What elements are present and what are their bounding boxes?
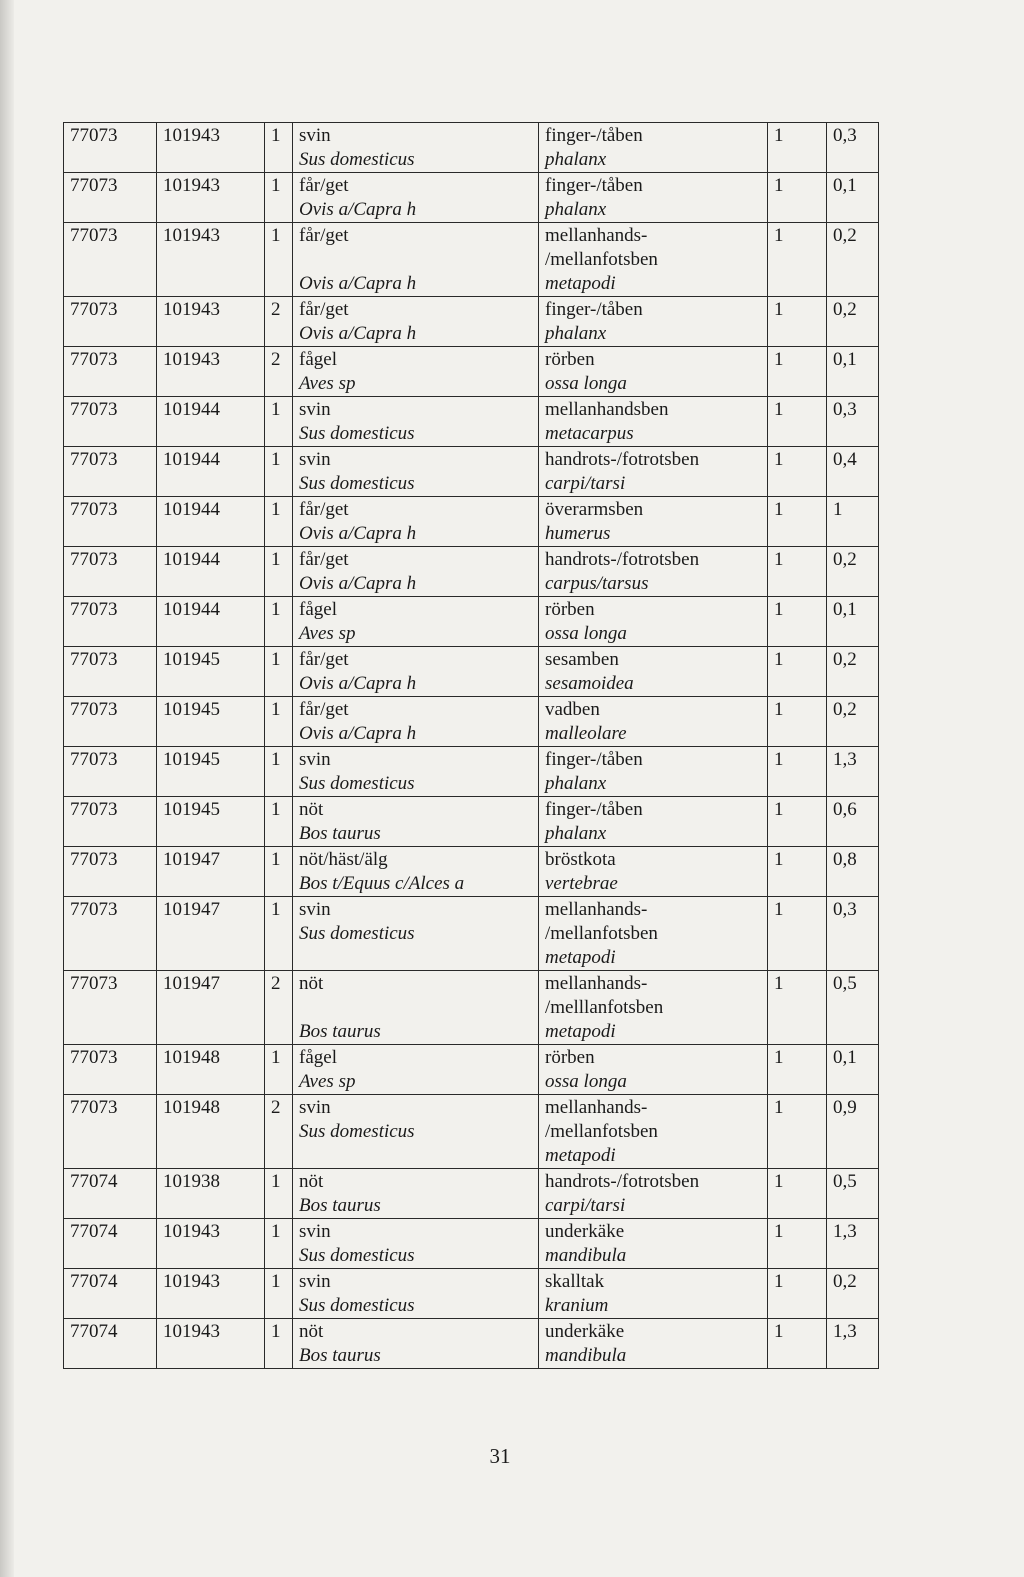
cell-species-latin: Aves sp xyxy=(299,1071,356,1092)
cell-species-swedish: svin xyxy=(299,449,331,470)
cell-bone-swedish: finger-/tåben xyxy=(545,299,643,320)
cell-weight: 1 xyxy=(827,497,879,547)
cell-context-number: 77073 xyxy=(64,123,157,173)
cell-context-number: 77074 xyxy=(64,1319,157,1369)
cell-species-latin: Ovis a/Capra h xyxy=(299,723,417,744)
cell-bone-swedish: skalltak xyxy=(545,1271,605,1292)
cell-species xyxy=(293,647,539,697)
cell-bone-swedish: underkäke xyxy=(545,1321,625,1342)
cell-bone-latin: kranium xyxy=(545,1295,609,1316)
cell-weight: 0,1 xyxy=(827,347,879,397)
cell-find-number: 101944 xyxy=(157,397,265,447)
cell-species-latin: Ovis a/Capra h xyxy=(299,323,417,344)
cell-find-number: 101943 xyxy=(157,223,265,297)
cell-bone-latin: phalanx xyxy=(545,149,607,170)
table-row xyxy=(64,647,879,697)
cell-species-swedish: får/get xyxy=(299,549,349,570)
cell-quantity: 1 xyxy=(768,223,827,297)
cell-bone-swedish: finger-/tåben xyxy=(545,175,643,196)
cell-count: 2 xyxy=(265,347,293,397)
cell-species xyxy=(293,1319,539,1369)
cell-quantity: 1 xyxy=(768,397,827,447)
cell-bone-latin: carpi/tarsi xyxy=(545,473,626,494)
cell-find-number: 101943 xyxy=(157,297,265,347)
cell-bone-latin: metapodi xyxy=(545,1021,616,1042)
cell-bone xyxy=(539,223,768,297)
cell-bone xyxy=(539,797,768,847)
cell-context-number: 77073 xyxy=(64,1045,157,1095)
cell-bone-swedish: överarmsben xyxy=(545,499,644,520)
cell-species-swedish: svin xyxy=(299,125,331,146)
bone-finds-table xyxy=(63,122,879,1369)
cell-species xyxy=(293,223,539,297)
cell-weight: 0,5 xyxy=(827,1169,879,1219)
cell-species xyxy=(293,1045,539,1095)
cell-species-swedish: får/get xyxy=(299,299,349,320)
cell-bone xyxy=(539,1045,768,1095)
table-row xyxy=(64,1095,879,1169)
cell-context-number: 77073 xyxy=(64,223,157,297)
cell-bone-swedish: finger-/tåben xyxy=(545,749,643,770)
cell-species xyxy=(293,847,539,897)
cell-bone-latin: metapodi xyxy=(545,1145,616,1166)
cell-bone-latin: metapodi xyxy=(545,947,616,968)
cell-bone-swedish: mellanhands- xyxy=(545,1097,648,1118)
cell-species xyxy=(293,497,539,547)
cell-quantity: 1 xyxy=(768,1269,827,1319)
cell-find-number: 101944 xyxy=(157,597,265,647)
cell-bone xyxy=(539,123,768,173)
cell-bone-latin: carpus/tarsus xyxy=(545,573,649,594)
cell-weight: 0,1 xyxy=(827,597,879,647)
cell-species xyxy=(293,597,539,647)
cell-weight: 0,1 xyxy=(827,173,879,223)
cell-species-latin: Bos taurus xyxy=(299,1195,381,1216)
cell-species-latin: Ovis a/Capra h xyxy=(299,573,417,594)
cell-bone xyxy=(539,971,768,1045)
cell-find-number: 101945 xyxy=(157,697,265,747)
cell-find-number: 101944 xyxy=(157,447,265,497)
cell-bone xyxy=(539,1169,768,1219)
cell-bone-swedish: vadben xyxy=(545,699,600,720)
cell-species xyxy=(293,347,539,397)
cell-species-latin: Sus domesticus xyxy=(299,1121,415,1142)
cell-find-number: 101948 xyxy=(157,1045,265,1095)
cell-species-swedish: nöt xyxy=(299,1321,324,1342)
cell-bone xyxy=(539,347,768,397)
cell-weight: 0,3 xyxy=(827,123,879,173)
cell-context-number: 77073 xyxy=(64,497,157,547)
cell-bone-swedish: /mellanfotsben xyxy=(545,1121,658,1142)
cell-quantity: 1 xyxy=(768,897,827,971)
cell-bone xyxy=(539,397,768,447)
cell-context-number: 77073 xyxy=(64,597,157,647)
cell-bone xyxy=(539,547,768,597)
cell-bone-latin: mandibula xyxy=(545,1345,627,1366)
cell-find-number: 101943 xyxy=(157,347,265,397)
cell-species-swedish: svin xyxy=(299,749,331,770)
cell-count: 1 xyxy=(265,447,293,497)
cell-context-number: 77073 xyxy=(64,797,157,847)
cell-species-swedish xyxy=(299,996,532,1020)
table-row xyxy=(64,697,879,747)
cell-species-swedish: svin xyxy=(299,899,331,920)
cell-bone-swedish: /melllanfotsben xyxy=(545,997,664,1018)
table-row xyxy=(64,747,879,797)
cell-count: 1 xyxy=(265,547,293,597)
table-row xyxy=(64,123,879,173)
cell-context-number: 77073 xyxy=(64,347,157,397)
cell-count: 1 xyxy=(265,1219,293,1269)
cell-context-number: 77074 xyxy=(64,1219,157,1269)
cell-find-number: 101948 xyxy=(157,1095,265,1169)
cell-bone xyxy=(539,647,768,697)
cell-count: 1 xyxy=(265,647,293,697)
cell-species-swedish: svin xyxy=(299,399,331,420)
cell-bone xyxy=(539,297,768,347)
table-row xyxy=(64,1269,879,1319)
cell-count: 1 xyxy=(265,747,293,797)
cell-find-number: 101945 xyxy=(157,797,265,847)
cell-weight: 0,9 xyxy=(827,1095,879,1169)
cell-weight: 1,3 xyxy=(827,1219,879,1269)
cell-bone-swedish: mellanhands- xyxy=(545,973,648,994)
cell-species-swedish: nöt xyxy=(299,799,324,820)
cell-quantity: 1 xyxy=(768,1169,827,1219)
cell-bone-latin: vertebrae xyxy=(545,873,618,894)
cell-count: 1 xyxy=(265,497,293,547)
cell-bone xyxy=(539,497,768,547)
cell-bone-swedish: mellanhands- xyxy=(545,899,648,920)
cell-species-latin: Ovis a/Capra h xyxy=(299,199,417,220)
cell-quantity: 1 xyxy=(768,173,827,223)
cell-species-swedish: får/get xyxy=(299,225,349,246)
cell-bone-swedish: rörben xyxy=(545,349,595,370)
table-row xyxy=(64,847,879,897)
cell-count: 2 xyxy=(265,1095,293,1169)
cell-count: 1 xyxy=(265,1045,293,1095)
cell-quantity: 1 xyxy=(768,1319,827,1369)
cell-bone-latin: phalanx xyxy=(545,323,607,344)
cell-find-number: 101944 xyxy=(157,547,265,597)
cell-quantity: 1 xyxy=(768,447,827,497)
cell-bone-latin: phalanx xyxy=(545,199,607,220)
table-row xyxy=(64,597,879,647)
cell-species xyxy=(293,547,539,597)
cell-count: 1 xyxy=(265,223,293,297)
cell-bone-latin: ossa longa xyxy=(545,373,627,394)
cell-bone xyxy=(539,697,768,747)
cell-weight: 0,3 xyxy=(827,397,879,447)
cell-species xyxy=(293,747,539,797)
cell-bone xyxy=(539,173,768,223)
cell-count: 1 xyxy=(265,597,293,647)
cell-species-latin: Ovis a/Capra h xyxy=(299,273,417,294)
cell-context-number: 77073 xyxy=(64,547,157,597)
cell-species-latin: Bos taurus xyxy=(299,823,381,844)
cell-bone-latin: carpi/tarsi xyxy=(545,1195,626,1216)
cell-quantity: 1 xyxy=(768,1219,827,1269)
cell-bone-swedish: rörben xyxy=(545,1047,595,1068)
cell-bone xyxy=(539,1219,768,1269)
cell-species-swedish: fågel xyxy=(299,349,337,370)
table-body xyxy=(64,123,879,1369)
cell-bone-latin: malleolare xyxy=(545,723,627,744)
cell-bone xyxy=(539,847,768,897)
cell-bone-swedish: mellanhands- xyxy=(545,225,648,246)
cell-species xyxy=(293,897,539,971)
cell-find-number: 101938 xyxy=(157,1169,265,1219)
cell-count: 1 xyxy=(265,897,293,971)
cell-species xyxy=(293,447,539,497)
cell-species xyxy=(293,1269,539,1319)
cell-context-number: 77073 xyxy=(64,747,157,797)
cell-bone-swedish: rörben xyxy=(545,599,595,620)
cell-quantity: 1 xyxy=(768,697,827,747)
cell-bone-latin: metacarpus xyxy=(545,423,634,444)
table-row xyxy=(64,547,879,597)
page-binding-shadow xyxy=(0,0,14,1577)
cell-species xyxy=(293,797,539,847)
cell-quantity: 1 xyxy=(768,797,827,847)
page-number: 31 xyxy=(489,1444,511,1468)
cell-species xyxy=(293,173,539,223)
cell-species xyxy=(293,123,539,173)
cell-find-number: 101944 xyxy=(157,497,265,547)
cell-bone-swedish: handrots-/fotrotsben xyxy=(545,549,700,570)
cell-quantity: 1 xyxy=(768,1045,827,1095)
cell-weight: 0,2 xyxy=(827,297,879,347)
cell-context-number: 77074 xyxy=(64,1269,157,1319)
cell-bone-latin: phalanx xyxy=(545,773,607,794)
cell-weight: 0,2 xyxy=(827,547,879,597)
cell-bone-latin: humerus xyxy=(545,523,611,544)
cell-weight: 1,3 xyxy=(827,1319,879,1369)
cell-context-number: 77073 xyxy=(64,697,157,747)
cell-bone-swedish: finger-/tåben xyxy=(545,125,643,146)
cell-find-number: 101943 xyxy=(157,1269,265,1319)
cell-species-latin: Bos t/Equus c/Alces a xyxy=(299,873,465,894)
table-row xyxy=(64,347,879,397)
cell-species-latin: Sus domesticus xyxy=(299,1245,415,1266)
cell-species-swedish: fågel xyxy=(299,599,337,620)
cell-species-swedish: fågel xyxy=(299,1047,337,1068)
cell-find-number: 101947 xyxy=(157,847,265,897)
table-row xyxy=(64,897,879,971)
cell-weight: 0,4 xyxy=(827,447,879,497)
cell-bone-latin: sesamoidea xyxy=(545,673,634,694)
table-row xyxy=(64,1219,879,1269)
cell-bone-swedish: finger-/tåben xyxy=(545,799,643,820)
cell-species xyxy=(293,397,539,447)
cell-species xyxy=(293,971,539,1045)
table-row xyxy=(64,447,879,497)
cell-species-swedish: svin xyxy=(299,1097,331,1118)
cell-species xyxy=(293,1219,539,1269)
cell-bone-latin: phalanx xyxy=(545,823,607,844)
cell-quantity: 1 xyxy=(768,747,827,797)
cell-species-latin: Ovis a/Capra h xyxy=(299,673,417,694)
cell-bone-latin: ossa longa xyxy=(545,1071,627,1092)
cell-quantity: 1 xyxy=(768,1095,827,1169)
cell-count: 1 xyxy=(265,797,293,847)
cell-count: 2 xyxy=(265,971,293,1045)
cell-bone xyxy=(539,597,768,647)
cell-species-swedish: får/get xyxy=(299,649,349,670)
cell-quantity: 1 xyxy=(768,597,827,647)
table-row xyxy=(64,797,879,847)
cell-species-latin: Sus domesticus xyxy=(299,149,415,170)
cell-bone-swedish: /mellanfotsben xyxy=(545,249,658,270)
cell-find-number: 101943 xyxy=(157,173,265,223)
cell-species-latin: Aves sp xyxy=(299,373,356,394)
cell-weight: 0,2 xyxy=(827,223,879,297)
cell-species-latin: Sus domesticus xyxy=(299,773,415,794)
cell-species-swedish: får/get xyxy=(299,499,349,520)
cell-find-number: 101943 xyxy=(157,1219,265,1269)
cell-find-number: 101945 xyxy=(157,647,265,697)
cell-context-number: 77073 xyxy=(64,297,157,347)
cell-species-latin: Ovis a/Capra h xyxy=(299,523,417,544)
cell-context-number: 77074 xyxy=(64,1169,157,1219)
cell-count: 2 xyxy=(265,297,293,347)
cell-quantity: 1 xyxy=(768,347,827,397)
cell-quantity: 1 xyxy=(768,547,827,597)
cell-context-number: 77073 xyxy=(64,447,157,497)
cell-weight: 0,2 xyxy=(827,647,879,697)
cell-bone xyxy=(539,447,768,497)
cell-count: 1 xyxy=(265,397,293,447)
table-row xyxy=(64,397,879,447)
cell-species-swedish: nöt xyxy=(299,1171,324,1192)
cell-species-latin: Bos taurus xyxy=(299,1345,381,1366)
table-row xyxy=(64,1169,879,1219)
table-row xyxy=(64,1319,879,1369)
cell-count: 1 xyxy=(265,173,293,223)
cell-quantity: 1 xyxy=(768,297,827,347)
cell-quantity: 1 xyxy=(768,647,827,697)
cell-weight: 0,1 xyxy=(827,1045,879,1095)
cell-bone xyxy=(539,1269,768,1319)
cell-bone xyxy=(539,1095,768,1169)
cell-species-swedish: får/get xyxy=(299,699,349,720)
cell-weight: 0,6 xyxy=(827,797,879,847)
cell-bone xyxy=(539,1319,768,1369)
cell-count: 1 xyxy=(265,697,293,747)
table-row xyxy=(64,497,879,547)
cell-context-number: 77073 xyxy=(64,897,157,971)
cell-bone-latin: ossa longa xyxy=(545,623,627,644)
cell-bone-swedish: handrots-/fotrotsben xyxy=(545,1171,700,1192)
cell-count: 1 xyxy=(265,1269,293,1319)
cell-context-number: 77073 xyxy=(64,647,157,697)
table-row xyxy=(64,297,879,347)
cell-weight: 1,3 xyxy=(827,747,879,797)
cell-bone-swedish: underkäke xyxy=(545,1221,625,1242)
cell-find-number: 101943 xyxy=(157,123,265,173)
cell-bone-swedish: bröstkota xyxy=(545,849,616,870)
cell-context-number: 77073 xyxy=(64,397,157,447)
cell-count: 1 xyxy=(265,1169,293,1219)
cell-species-latin: Aves sp xyxy=(299,623,356,644)
cell-context-number: 77073 xyxy=(64,1095,157,1169)
cell-context-number: 77073 xyxy=(64,173,157,223)
cell-quantity: 1 xyxy=(768,497,827,547)
cell-bone-swedish: /mellanfotsben xyxy=(545,923,658,944)
cell-species-swedish: nöt/häst/älg xyxy=(299,849,388,870)
cell-context-number: 77073 xyxy=(64,847,157,897)
cell-count: 1 xyxy=(265,847,293,897)
cell-species-latin: Bos taurus xyxy=(299,1021,381,1042)
cell-species-swedish: nöt xyxy=(299,973,324,994)
cell-species-swedish: svin xyxy=(299,1221,331,1242)
table-row xyxy=(64,223,879,297)
cell-weight: 0,8 xyxy=(827,847,879,897)
cell-weight: 0,2 xyxy=(827,697,879,747)
cell-bone-swedish: mellanhandsben xyxy=(545,399,669,420)
cell-species xyxy=(293,697,539,747)
cell-species-swedish: svin xyxy=(299,1271,331,1292)
cell-weight: 0,3 xyxy=(827,897,879,971)
table-row xyxy=(64,971,879,1045)
cell-weight: 0,5 xyxy=(827,971,879,1045)
cell-species-latin: Sus domesticus xyxy=(299,1295,415,1316)
cell-bone-latin: mandibula xyxy=(545,1245,627,1266)
table-row xyxy=(64,1045,879,1095)
cell-bone-swedish: handrots-/fotrotsben xyxy=(545,449,700,470)
cell-species xyxy=(293,1095,539,1169)
cell-quantity: 1 xyxy=(768,847,827,897)
cell-find-number: 101947 xyxy=(157,897,265,971)
cell-context-number: 77073 xyxy=(64,971,157,1045)
cell-quantity: 1 xyxy=(768,971,827,1045)
cell-weight: 0,2 xyxy=(827,1269,879,1319)
cell-species-latin: Sus domesticus xyxy=(299,473,415,494)
cell-find-number: 101947 xyxy=(157,971,265,1045)
cell-bone-swedish: sesamben xyxy=(545,649,619,670)
table-row xyxy=(64,173,879,223)
cell-species xyxy=(293,1169,539,1219)
cell-bone xyxy=(539,747,768,797)
cell-quantity: 1 xyxy=(768,123,827,173)
cell-bone xyxy=(539,897,768,971)
cell-species-latin: Sus domesticus xyxy=(299,423,415,444)
cell-find-number: 101945 xyxy=(157,747,265,797)
cell-species-latin: Sus domesticus xyxy=(299,923,415,944)
cell-species-swedish xyxy=(299,248,532,272)
cell-find-number: 101943 xyxy=(157,1319,265,1369)
cell-species xyxy=(293,297,539,347)
cell-count: 1 xyxy=(265,1319,293,1369)
cell-bone-latin: metapodi xyxy=(545,273,616,294)
cell-count: 1 xyxy=(265,123,293,173)
cell-species-swedish: får/get xyxy=(299,175,349,196)
